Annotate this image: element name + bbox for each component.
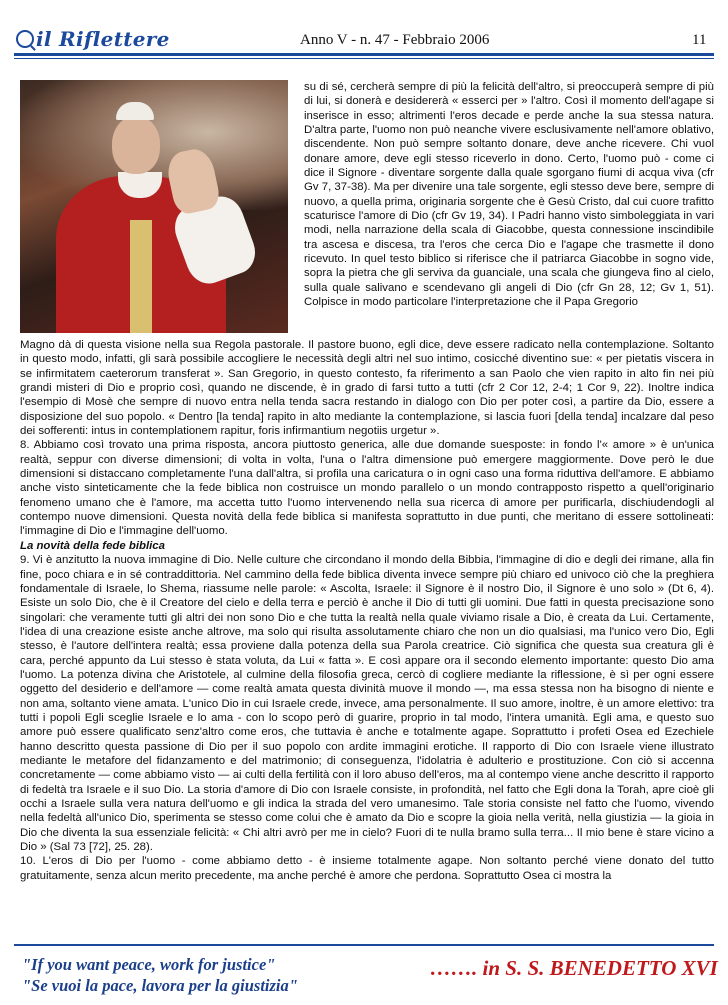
page-header [0, 0, 728, 76]
footer-quote-english: "If you want peace, work for justice" [22, 955, 276, 974]
masthead-logo [16, 26, 170, 52]
masthead-title: il Riflettere [36, 27, 170, 51]
footer-divider [14, 944, 714, 946]
footer-signature: ……. in S. S. BENEDETTO XVI [430, 956, 718, 980]
pope-photo [20, 80, 288, 333]
magnifier-logo-icon [16, 30, 34, 48]
footer-quote-italian: "Se vuoi la pace, lavora per la giustizia" [22, 976, 298, 995]
paragraph-gregorio: Magno dà di questa visione nella sua Regola pastorale. Il pastore buono, egli dice, deve essere radicato nella contemplazione. Soltanto in questo modo, infatti, gli sarà possibile accogliere le necessità degli altri nel suo intimo, cosicché diventino sue: « per pietatis viscera in se infirmitatem caeterorum transferat ». San Gregorio, in questo contesto, fa riferimento a san Paolo che vien rapito in alto fin nei più grandi misteri di Dio e proprio così, quando ne discende, è in grado di farsi tutto a tutti (cfr 2 Cor 12, 2-4; 1 Cor 9, 22). Inoltre indica l'esempio di Mosè che sempre di nuovo entra nella tenda sacra restando in dialogo con Dio per poter così, a partire da Dio, essere a disposizione del suo popolo. « Dentro [la tenda] rapito in alto mediante la contemplazione, si lascia fuori [della tenda] incalzare dal peso dei sofferenti: intus in contemplationem rapitur, foris infirmantium negotiis urgetur ». [20, 339, 714, 438]
paragraph-8: 8. Abbiamo così trovato una prima risposta, ancora piuttosto generica, alle due domande suesposte: in fondo l'« amore » è un'unica realtà, seppur con diverse dimensioni; di volta in volta, l'una o l'altra dimensione può emergere maggiormente. Dove però le due dimensioni si distaccano completamente l'una dall'altra, si profila una caricatura o in ogni caso una forma riduttiva dell'amore. E abbiamo anche visto sinteticamente che la fede biblica non costruisce un mondo parallelo o un mondo contrapposto rispetto a quell'originario fenomeno umano che è l'amore, ma accetta tutto l'uomo intervenendo nella sua ricerca di amore per purificarla, dischiudendogli al contempo nuove dimensioni. Questa novità della fede biblica si manifesta soprattutto in due punti, che meritano di essere sottolineati: l'immagine di Dio e l'immagine dell'uomo. [20, 439, 714, 538]
issue-info: Anno V - n. 47 - Febbraio 2006 [300, 32, 490, 48]
section-subheading: La novità della fede biblica [20, 539, 165, 552]
intro-column-text: su di sé, cercherà sempre di più la felicità dell'altro, si preoccuperà sempre di più di lui, si donerà e desidererà « esserci per » l'altro. Così il momento dell'agape si inserisce in esso; altrimenti l'eros decade e perde anche la sua stessa natura. D'altra parte, l'uomo non può neanche vivere esclusivamente nell'amore oblativo, discendente. Non può sempre soltanto donare, deve anche ricevere. Chi vuol donare amore, deve egli stesso riceverlo in dono. Certo, l'uomo può - come ci dice il Signore - diventare sorgente dalla quale sgorgano fiumi di acqua viva (cfr Gv 7, 37-38). Ma per divenire una tale sorgente, egli stesso deve bere, sempre di nuovo, a quella prima, originaria sorgente che è Gesù Cristo, dal cui cuore trafitto scaturisce l'amore di Dio (cfr Gv 19, 34). I Padri hanno visto simboleggiata in vari modi, nella narrazione della scala di Giacobbe, questa connessione inscindibile tra ascesa e discesa, tra l'eros che cerca Dio e l'agape che trasmette il dono ricevuto. In quel testo biblico si riferisce che il patriarca Giacobbe in sogno vide, sopra la pietra che gli serviva da guanciale, una scala che giungeva fino al cielo, sulla quale salivano e scendevano gli angeli di Dio (cfr Gn 28, 12; Gv 1, 51). Colpisce in modo particolare l'interpretazione che il Papa Gregorio [304, 81, 714, 309]
header-divider-thin [14, 58, 714, 59]
page-number: 11 [692, 32, 707, 48]
article-body [20, 338, 714, 883]
paragraph-10: 10. L'eros di Dio per l'uomo - come abbiamo detto - è insieme totalmente agape. Non soltanto perché viene donato del tutto gratuitamente, senza alcun merito precedente, ma anche perché è amore che perdona. Soprattutto Osea ci mostra la [20, 855, 714, 882]
paragraph-9: 9. Vi è anzitutto la nuova immagine di Dio. Nelle culture che circondano il mondo della Bibbia, l'immagine di dio e degli dei rimane, alla fin fine, poco chiara e in sé contraddittoria. Nel cammino della fede biblica diventa invece sempre più chiaro ed univoco ciò che la preghiera fondamentale di Israele, lo Shema, riassume nelle parole: « Ascolta, Israele: il Signore è il nostro Dio, il Signore è uno solo » (Dt 6, 4). Esiste un solo Dio, che è il Creatore del cielo e della terra e perciò è anche il Dio di tutti gli uomini. Due fatti in questa precisazione sono singolari: che veramente tutti gli altri dei non sono Dio e che tutta la realtà nella quale viviamo risale a Dio, è creata da Lui. Certamente, l'idea di una creazione esiste anche altrove, ma solo qui risulta assolutamente chiaro che non un dio qualsiasi, ma l'unico vero Dio, Egli stesso, è l'autore dell'intera realtà; essa proviene dalla potenza della sua Parola creatrice. Ciò significa che questa sua creatura gli è cara, perché appunto da Lui stesso è stata voluta, da Lui « fatta ». E così appare ora il secondo elemento importante: questo Dio ama l'uomo. La potenza divina che Aristotele, al culmine della filosofia greca, cercò di cogliere mediante la riflessione, è sì per ogni essere oggetto del desiderio e dell'amore — come realtà amata questa divinità muove il mondo —, ma essa stessa non ha bisogno di niente e non ama, soltanto viene amata. L'unico Dio in cui Israele crede, invece, ama personalmente. Il suo amore, inoltre, è un amore elettivo: tra tutti i popoli Egli sceglie Israele e lo ama - con lo scopo però di guarire, proprio in tal modo, l'intera umanità. Egli ama, e questo suo amore può essere qualificato senz'altro come eros, che tuttavia è anche e totalmente agape. Soprattutto i profeti Osea ed Ezechiele hanno descritto questa passione di Dio per il suo popolo con ardite immagini erotiche. Il rapporto di Dio con Israele viene illustrato mediante le metafore del fidanzamento e del matrimonio; di conseguenza, l'idolatria è adulterio e prostituzione. Con ciò si accenna concretamente — come abbiamo visto — ai culti della fertilità con il loro abuso dell'eros, ma al contempo viene anche descritto il rapporto di fedeltà tra Israele e il suo Dio. La storia d'amore di Dio con Israele consiste, in profondità, nel fatto che Egli dona la Torah, apre cioè gli occhi a Israele sulla vera natura dell'uomo e gli indica la strada del vero umanesimo. Tale storia consiste nel fatto che l'uomo, vivendo nella fedeltà all'unico Dio, sperimenta se stesso come colui che è amato da Dio e scopre la gioia nella verità, nella giustizia — la gioia in Dio che diventa la sua essenziale felicità: « Chi altri avrò per me in cielo? Fuori di te nulla bramo sulla terra... Il mio bene è stare vicino a Dio » (Sal 73 [72], 25. 28). [20, 554, 714, 854]
header-divider [14, 53, 714, 56]
